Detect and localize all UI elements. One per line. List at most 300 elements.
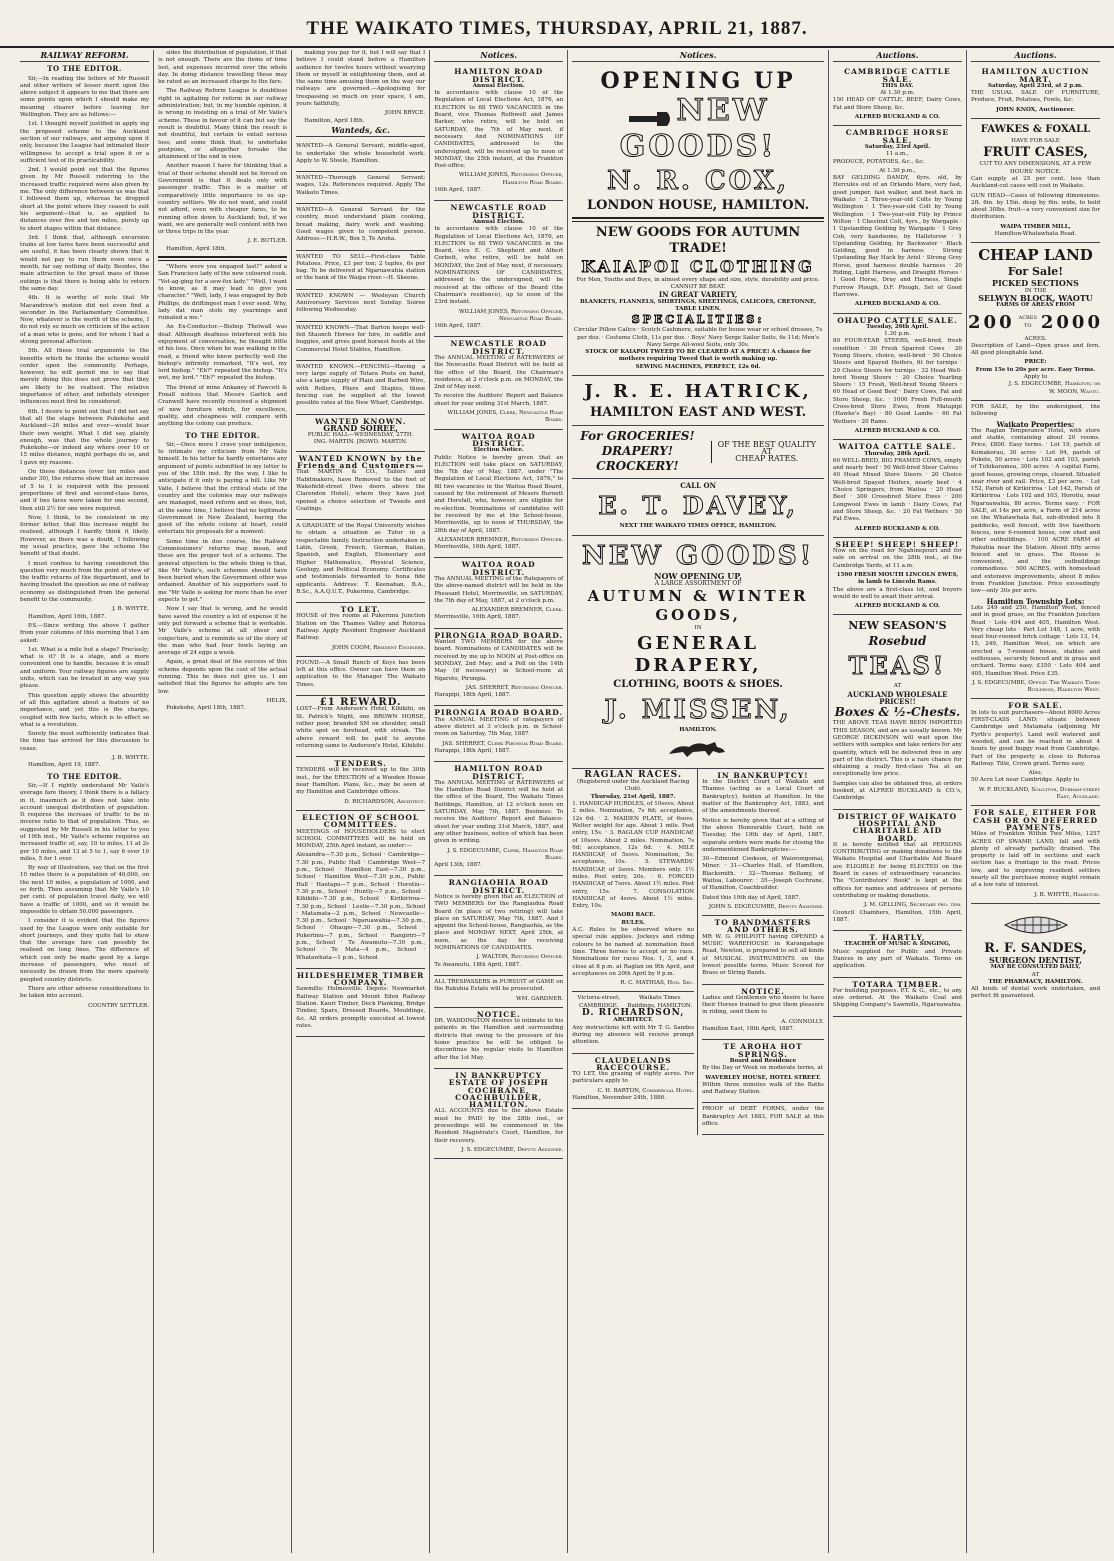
signature: A. CONNOLLY. xyxy=(781,1018,824,1025)
hatrick-ad xyxy=(572,376,824,426)
columns xyxy=(16,50,1104,1553)
notice-title: HAMILTON ROAD DISTRICT. xyxy=(454,764,544,781)
anecdote: "Where were you engaged last?" asked a San Francisco lady of the new coloured cook. "Vot-ag-ging for a sew-fox lady." "Well, I want to know, as it may lead to give you character." "Well, lady, I was engaged by Bob Phillips, de driftingest man I ever seed. Why, lady dat man stole my yearnings and ruinated a me." xyxy=(158,264,288,322)
ad-text: SEWING MACHINES, PERFECT, 12s 6d. xyxy=(635,363,761,370)
auctioneer: ALFRED BUCKLAND & CO. xyxy=(854,427,940,434)
column-railway-reform xyxy=(16,50,154,1553)
ad-date: Thursday, 28th April. xyxy=(864,450,931,457)
notice-text: ALL TRESPASSERS in PURSUIT of GAME on the Rukuhia Estate will be prosecuted. xyxy=(434,978,564,993)
dateline: Hamilton, April 18th. xyxy=(304,117,365,124)
ad-text: GUN HEAD—Cases of following dimensions: 2ft. 6in. by 15in. deep by 6in. wide, to hold about 30lbs. fruit—a very convenient size for distribution. xyxy=(970,192,1101,221)
grocery-ad xyxy=(572,426,824,479)
ad-merchant: J. R. E. HATRICK, xyxy=(584,381,812,403)
ad-text: FARMS OF AREAS FROM xyxy=(996,302,1075,309)
anecdote: The friend of mine Ankaney of Fawcett & Foxall notices that Messrs Garlick and Cranwell have recently received a shipment of new furniture which, for excellence, quality, and cheapness will compare with anything the colony can produce. xyxy=(158,384,288,428)
section-heading: Wanteds, &c. xyxy=(296,127,425,137)
ad-text: THE USUAL SALE OF FURNITURE, Produce, Fruit, Potatoes, Fowls, &c. xyxy=(970,90,1101,104)
fruit-cases-ad xyxy=(971,119,1100,243)
ad-text: CUT TO ANY DIMENSIONS, AT A FEW HOURS' NOTICE. xyxy=(979,161,1092,175)
ad-title: SHEEP! SHEEP! SHEEP! xyxy=(835,539,960,549)
ad-text: IN xyxy=(694,625,702,632)
letter-paragraph: 2nd. I would point out that the figures given by Mr Russell referring to the increased traffic required were also given by me. The only difference between us was that I followed them up, whereas he dropped short at the point where they ceased to suit his argument—that is, as applied to distances over five and ten miles, purely up to short stages within that distance. xyxy=(20,167,150,232)
ad-text: FOUND.—A Small Bunch of Keys has been left at this office. Owner can have them on application to the Manager The Waikato Times. xyxy=(296,659,426,688)
signature: C. H. BARTON, Commercial Hotel. xyxy=(597,1087,695,1094)
ad-text: IN THE xyxy=(1024,287,1047,294)
racecourse-ad xyxy=(572,1054,694,1110)
ad-list: 1. HANDICAP HURDLES, of 10sovs. About 2 miles. Nomination, 7s 6d; acceptance, 12s 6d. · 2. MAIDEN PLATE, of 6sovs. Welter weight for age. About 1 mile. Post entry, 15s. · 3. RAGLAN CUP HANDICAP, of 10sovs. About 2 miles. Nomination, 7s 6d; acceptance, 12s 6d. · 4. MILE HANDICAP, of 5sovs. Nomination, 5s; acceptance, 10s. · 5. STEWARDS' HANDICAP, of 3sovs. Members only. 1½ miles. Post entry, 20s. · 6. FORCED HANDICAP, of 7sovs. About 1½ miles. Post entry, 15s. · 7. CONSOLATION HANDICAP, of 4sovs. About 1½ miles. Entry, 10s. xyxy=(572,801,695,910)
sheep-ad xyxy=(833,538,962,616)
ad-title: HAMILTON AUCTION MART. xyxy=(981,67,1090,84)
auctioneer: JOHN KNOX, Auctioneer. xyxy=(996,106,1075,113)
ad-subtitle: GRAND SOIREE, xyxy=(323,422,399,433)
ad-headline: For Sale! xyxy=(1007,265,1064,279)
ad-text: WANTED TO SELL—First-class Table Potatoes. Price, £3 per ton; 2 tuples, 6s per bag. To be delivered at Ngaruawahia station or the bank of the Waipa river.—H. Skeene. xyxy=(296,253,426,282)
acreage-to: ACRES TO xyxy=(1018,315,1037,329)
music-teacher-ad xyxy=(833,931,962,977)
dateline: Morrinsville, 16th April, 1887. xyxy=(434,614,521,621)
cheap-land-ad xyxy=(968,243,1103,401)
ad-text: A GRADUATE of the Royal University wishes to obtain a situation as Tutor in a respectable family. Instruction undertaken in Latin, Greek, French, German, Italian, Spanish, and English, Elementary and Higher Mathematics, Physical Science, Geology, and Political Economy. Certificates and testimonials forwarded to bona fide applicants. Address: T. Keenahan, B.A., B.Sc., A.A.Q.U.T., Pukerimu, Cambridge. xyxy=(296,523,426,595)
ad-location: THE PHARMACY, HAMILTON. xyxy=(988,978,1083,985)
architect-ad xyxy=(572,992,694,1053)
classified-ad xyxy=(296,322,425,361)
ad-location: NEXT THE WAIKATO TIMES OFFICE, HAMILTON. xyxy=(619,523,777,530)
dateline: Council Chambers, Hamilton, 15th April, 1887. xyxy=(832,909,962,923)
ad-merchant: J. MISSEN, xyxy=(604,694,792,725)
letter-paragraph: sides the distribution of population, if that is not enough. There are the items of time lost, and expenses incurred over the whole day. In doing distance travelling these may be rated as an increased charge to the fare. xyxy=(158,50,288,86)
ad-subhead: Board and Residence xyxy=(729,1057,797,1064)
section-heading: Notices. xyxy=(434,52,563,62)
letter-paragraph: 3rd. I think that, although excursion trains at low fares have been successful and are useful, it has been clearly shown that it would not pay to run them even once a month, far say nothing of daily. Besides, the main attraction to the great mass of these outings is that there is being able to return the same day. xyxy=(20,234,150,292)
notice xyxy=(434,337,563,429)
auction-mart-ad xyxy=(971,65,1100,119)
section-heading: RAILWAY REFORM. xyxy=(20,52,149,62)
notice-title: NEWCASTLE ROAD DISTRICT. xyxy=(450,203,547,220)
ad-brand: Rosebud xyxy=(868,634,927,649)
dentist-ad xyxy=(971,904,1100,1007)
signature: ALEXANDER BREMNER, Returning Officer. xyxy=(437,536,564,543)
notice xyxy=(434,629,563,707)
letter-paragraph: The Railway Reform League is doubtless right in agitating for reform in our railway administration; but, in my humble opinion, it is wrong in insisting on a trial of Mr Vaile's scheme. These in favour of it can but say the result is doubtful. Many think the result is not doubtful, but certain to entail serious loss; and some think that, to undertake postpone, or altogether forsake the attainment of the end in view. xyxy=(158,88,288,161)
column-display-ads xyxy=(568,50,829,1553)
ad-text: CHEAP RATES. xyxy=(735,454,799,464)
ad-date: Saturday, 23rd April. xyxy=(864,143,931,150)
signature: JOHN COOM, Resident Engineer. xyxy=(332,644,426,651)
divider xyxy=(572,217,824,222)
ad-title: RAGLAN RACES. xyxy=(584,769,682,780)
ad-headline-row xyxy=(572,94,824,164)
ad-date: THIS DAY. xyxy=(881,82,914,89)
notice xyxy=(434,65,563,201)
dateline: 16th April, 1887. xyxy=(434,323,483,330)
column-wanteds xyxy=(292,50,430,1553)
ad-text: Sawmills: Holmesville. Depots: Newmarket Railway Station and Mount Eden Railway Station. Kauri Timber, Deck Planking, Bridge Timber, Spars, Dressed Boards, Mouldings, &c. All orders promptly executed at lowest rates. xyxy=(296,986,426,1029)
ad-headline: GENERAL DRAPERY, xyxy=(634,632,762,676)
classified-ad xyxy=(296,140,425,172)
notice xyxy=(434,1069,563,1159)
ad-text: FOR SALE, by the undersigned, the following xyxy=(970,403,1101,418)
section-heading: Auctions. xyxy=(971,52,1100,62)
signature: J. S. EDGECUMBE, Clerk, Hamilton Road Board. xyxy=(447,847,564,861)
ad-text: WANTED—A General Servant, middle-aged, to undertake the whole household work. Apply to W. Steele, Hamilton. xyxy=(296,143,426,164)
missen-ad xyxy=(572,536,824,769)
notice-title: NEWCASTLE ROAD DISTRICT. xyxy=(450,339,547,356)
notice-title: PIRONGIA ROAD BOARD. xyxy=(434,708,564,718)
ad-subhead: MAORI RACE. xyxy=(611,912,656,919)
ad-text: ING. MARTIN. [ROWD. MARTIN. xyxy=(313,439,408,446)
ad-list: BAY GELDING DANDY, 6yrs. old, by Hercules out of an Orlando Mare, very fast, good jumper, fast walker, and best hack in Waikato · 2 Three-year-old Colts by Young Wellington · 1 Two-year-old Colt by Young Wellington · 1 Two-year-old Filly by Prince Wilton · 1 Chestnut Colt, 4yrs., by Wargaple · 1 Upstanding Gelding by Wargaple · 1 Grey Cob, very handsome, by Halletsrow · 1 Upstanding Gelding, by Backwater · Black Gelding, good in harness · Strong Upstanding Bay Hack by Ariel · Strong Grey Horse, good harness double harness · 20 Riding, Light Harness, and Draught Horses · 1 Good Horse, Dray and Harness, Single Furrow Plough, D.F. Plough, Set of Good Harrows. xyxy=(832,175,962,298)
dateline: Dated this 19th day of April, 1887. xyxy=(702,894,801,901)
dateline: Te Awamutu, 18th April, 1887. xyxy=(434,961,521,968)
ad-list: 60 WELL-BRED, BIG FRAMED COWS, empty and nearly beef · 50 Well-bred Steer Calves · 40 Head Mixed Store Steers · 20 Choice Well-bred Spayed Heifers, nearly beef · 4 Choice Springers, from Waitoa · 20 Head Beef · 300 Crossbred Store Ewes · 200 Longwool Ewes in lamb · Dairy Cows, Fat and Store Sheep, &c. · 20 Fat Wethers · 50 Fat Ewes. xyxy=(832,457,962,523)
postscript: P.S.—Since writing the above I gather from your columns of this morning that I am asked: xyxy=(20,622,150,644)
ad-subhead: SURGEON DENTIST, xyxy=(988,954,1083,965)
davey-ad xyxy=(572,479,824,536)
notice xyxy=(434,976,563,1008)
notice-title: WAITOA ROAD DISTRICT. xyxy=(461,560,536,577)
ad-text: The above are a first-class lot, and buyers would do well to await their arrival. xyxy=(832,586,962,600)
hot-springs-ad xyxy=(702,1040,824,1103)
ad-text: Circular Pillow Calico · Scotch Cashmere, suitable for house wear or school dresses, 7s per doz. · Costume Cloth, 11s per doz. · Boys' Navy Serge Sailor Suits, 6s 11d; Men's Navy Serge All-wool Suits, only 30s. xyxy=(573,327,823,348)
dateline: Harapipi, 18th April, 1887. xyxy=(434,747,511,754)
letter-paragraph: 4th. It is worthy of note that Mr Macandrew's motion did not even find a seconder in the Parliamentary Committee. Now, whatever is the worth of the scheme, I do not rely so much on criticism of the action of a man who is gone, and for whom I had a strong personal affection. xyxy=(20,295,150,345)
ad-text: TENDERS will be received up to the 30th inst., for the ERECTION of a Wooden House near Hamilton. Plans, &c., may be seen at my Hamilton and Cambridge offices. xyxy=(296,767,426,796)
ad-text: A LARGE ASSORTMENT OF xyxy=(654,579,742,587)
deferred-payment-ad xyxy=(971,806,1100,904)
ad-headline: OPENING UP xyxy=(600,68,796,95)
ad-text: Any instructions left with Mr T. G. Sandes during my absence will receive prompt attention. xyxy=(572,1024,695,1046)
ad-text: In lots to suit purchasers—About 8000 Acres FIRST-CLASS LAND; situate between Cambridge and Matamata (adjoining Mr Fyrth's property). Land well watered and wooded, and can be reached in about 4 hours by good buggy road from Cambridge. Part of the property is close to Rotorua Railway. Title, Crown grant. Terms easy. xyxy=(970,709,1101,767)
signature: WM. GARDNER. xyxy=(516,995,564,1002)
ad-text: It is hereby notified that all PERSONS CONTRIBUTING or making donations to the Waikato Hospital and Charitable Aid Board are ELIGIBLE for being ELECTED on the Board in cases of extraordinary vacancies. The "Contributors' Book" is kept at the offices for names and addresses of persons contributing or making donations. xyxy=(832,841,962,899)
reward-ad xyxy=(296,696,425,757)
ad-subhead: SPECIALITIES: xyxy=(631,313,765,327)
ad-text: AT xyxy=(893,683,902,690)
auctioneer: ALFRED BUCKLAND & CO. xyxy=(854,114,940,121)
signature: J. B. WHYTE. xyxy=(112,606,150,613)
signature: COUNTRY SETTLER. xyxy=(88,1002,150,1009)
dateline: Hamilton, April 16th, 1887. xyxy=(28,613,107,620)
notice-text: DR. WADDINGTON desires to intimate to his patients in the Hamilton and surrounding districts that owing to the pressure of his home practice he will be obliged to discontinue his regular visits to Hamilton after the 1st May. xyxy=(434,1018,564,1061)
notice-text: Wanted TWO MEMBERS for the above board. Nominations of CANDIDATES will be received by me up to NOON at Post-office on MONDAY, 2nd May; and a Poll on the 14th May (if necessary) in School-room at Ngaroto, Pirongia. xyxy=(434,639,564,682)
signature: J. S. EDGECUMBE, Hamilton; or xyxy=(1008,381,1101,388)
horse-icon xyxy=(663,738,733,760)
ad-text: Can supply at 25 per cent. less than Auckland-cut cases will cost in Waikato. xyxy=(970,175,1101,190)
notice-text: In accordance with clause 10 of the Regulation of Local Elections Act, 1876, an ELECTION to fill TWO VACANCIES in the Board, vice Thomas Rothwell and James Barker, who retire, will be held on SATURDAY, the 7th of May next, if necessary. And NOMINATIONS OF CANDIDATES, addressed to the undersigned, will be received up to noon of MONDAY, the 25th instant, at the Frankton Post-office. xyxy=(434,90,564,170)
subheading: TO THE EDITOR. xyxy=(185,430,260,440)
ad-text: In the District Court of Waikato and Thames (acting as a Local Court of Bankruptcy), holden at Hamilton. In the matter of the Bankruptcy Act, 1883, and of the amendments thereof. xyxy=(702,779,824,815)
ad-title: CAMBRIDGE HORSE SALE. xyxy=(845,128,950,145)
ad-list: The Raglan Temperance Hotel, with store and stable, containing about 20 rooms. Price, £800. Easy terms. · Lot 19, parish of Komakorau, 30 acres · Lot 94, parish of Pukete, 50 acres · Lots 102 and 103, parish of Tuhikaramea, 300 acres · A capital Farm, good house, growing crops, cleared. Situated near river and rail. Price, £3 per acre. · Lot 152, Parish of Kirikiriroa · Lot 142, Parish of Kirikiriroa · Lots 102 and 103, Horotiu, near Ngaruawahia, 80 acres. Terms easy. · FOR SALE, at 14s per acre, a Farm of 214 acres on the Whatawhata flat, sub-divided into 8 paddocks, well fenced, with live hawthorn fences, new 6-roomed house, cow shed and other outbuildings. · 100 ACRE FARM at Rukuhia near the Station. About fifty acres fenced and in grass. The House is convenient, and the outbuildings commodious. · 500 ACRES, with homestead and extensive improvements, about 8 miles from Frankton Junction. Price exceedingly low—only 30s per acre. xyxy=(970,427,1101,595)
notice xyxy=(434,762,563,876)
ad-title: OHAUPO CATTLE SALE. xyxy=(837,315,958,325)
notice-text: In accordance with clause 10 of the Regulation of Local Elections Act, 1876, an ELECTION to fill TWO VACANCIES in the Board, vice E. C. Shepherd and Albert Corbett, who retire, will be held on MONDAY, the 2nd of May next, if necessary. NOMINATIONS OF CANDIDATES, addressed to the undersigned, will be received at the offices of the Board (the Chairman's residence), up to noon of the 23rd instant. xyxy=(434,226,564,306)
ad-text: WANTED KNOWN—That Barton keeps well-fed Staunch Horses for hire, in saddle and buggies, and gives good horsest feeds at the Commercial Hotel Stables, Hamilton. xyxy=(296,324,426,353)
ad-title: CAMBRIDGE CATTLE SALE. xyxy=(844,67,951,84)
ad-subhead: PICKED SECTIONS xyxy=(992,278,1079,289)
ad-headline: TEAS! xyxy=(848,651,947,681)
ad-text: By the Day or Week on moderate terms, at xyxy=(702,1065,823,1072)
hospital-board-ad xyxy=(833,810,962,931)
ad-subhead: SELWYN BLOCK, WAOTU xyxy=(978,292,1093,303)
ad-title: WANTED KNOWN. xyxy=(314,416,407,426)
dateline: Hamilton, April 18th. xyxy=(166,245,227,252)
signature: JOHN BRYCE. xyxy=(384,110,426,117)
ad-text: AT xyxy=(761,446,773,456)
letter-paragraph: 1st. What is a mile but a stage? Precisely; what is it? It is a stage, and a more convenient one to handle, because it is small and uniform. Your railway figures are supply units, which can be treated in any way you please. xyxy=(20,646,150,690)
subheading: TO THE EDITOR. xyxy=(47,64,122,74)
display-ads-lower-left xyxy=(572,769,698,1135)
ad-item: CROCKERY! xyxy=(596,459,679,474)
ad-item: DRAPERY! xyxy=(601,444,674,459)
ad-text: 150 HEAD OF CATTLE, BEEF, Dairy Cows, Fat and Store Sheep, &c. xyxy=(832,97,962,111)
ad-text: (Registered under the Auckland Racing Club). xyxy=(576,779,690,793)
letter-paragraph: I consider it is evident that the figures used by the League were only suitable for short journeys, and they quite fail to show that the average fare can possibly be realised on long lines. The difference of which can only be made good by a large increase of passengers, who must of necessity be drawn from the more sparsely peopled country districts. xyxy=(20,918,150,983)
ad-text: Ladies and Gentlemen who desire to have their Horses trained to give them pleasure in riding, send them to xyxy=(702,994,824,1016)
dentures-icon xyxy=(1001,911,1071,937)
notice-title: RANGIAOHIA ROAD DISTRICT. xyxy=(448,878,549,895)
letter-paragraph: There are other adverse considerations to be taken into account. xyxy=(20,985,150,1000)
ad-title: IN BANKRUPTCY! xyxy=(717,770,809,780)
ad-text: HAVE FOR SALE xyxy=(1011,138,1060,145)
ad-quality xyxy=(711,441,816,463)
notice-subtitle: Annual Election. xyxy=(472,82,525,89)
ad-time: 1.30 p.m. xyxy=(884,331,911,338)
dateline: April 13th, 1887. xyxy=(434,862,483,869)
signature: R. C. MATHIAS, Hon. Sec. xyxy=(620,980,695,987)
signature: J. B. WHYTE, Hamilton. xyxy=(1034,891,1101,898)
dateline: Morrinsville, 16th April, 1887. xyxy=(434,544,521,551)
ad-text: PRODUCE, POTATOES, &c., &c. xyxy=(832,158,926,165)
column-land-sales xyxy=(967,50,1104,1553)
ad-text: PROOF of DEBT FORMS, under the Bankruptcy Act 1883, FOR SALE at this office. xyxy=(702,1106,824,1128)
ad-text: BLANKETS, FLANNELS, SHIRTINGS, SHEETINGS, CALICOES, CRETONNE, TABLE LINEN. xyxy=(579,298,817,312)
ad-text: All kinds of dental work undertaken, and perfect fit guaranteed. xyxy=(970,986,1101,1000)
notice-title: IN BANKRUPTCY ESTATE OF JOSEPH COCHRANE, COACHBUILDER, HAMILTON. xyxy=(448,1070,549,1110)
pointing-hand-icon xyxy=(627,108,675,130)
classified-ad xyxy=(296,204,425,250)
ad-text: Miles of Frankton Within Two Miles, 1257 ACRES OF SWAMP, LAND, fall and with plenty of already partially drained. The property is laid off in sections and each section has a frontage to the road. Prices low, and to improving resident settlers nearly all the purchase money might remain at a low rate of interest. xyxy=(970,831,1101,889)
ad-brand: KAIAPOI CLOTHING xyxy=(581,256,815,276)
ad-headline: NEW GOODS! xyxy=(582,540,815,571)
signature: JAS. SHERRET, Clerk Pirongia Road Board. xyxy=(442,740,564,747)
ad-location: HAMILTON. xyxy=(679,726,717,733)
horse-training-ad xyxy=(702,985,824,1041)
ad-text: WANTED—A General Servant for the country, must understand plain cooking, bread making, dairy work and washing. Good wages given to competent person. Address:—H.R.W., Box 5, Te Aroha. xyxy=(296,207,426,243)
signature: J. M. GELLING, Secretary pro. tem. xyxy=(864,902,962,909)
office-address: Victoria-street, CAMBRIDGE. xyxy=(577,995,621,1009)
notice-subtitle: Annual Election. xyxy=(472,218,525,225)
masthead xyxy=(0,0,1114,48)
music-warehouse-ad xyxy=(702,916,824,984)
ad-title: £1 REWARD. xyxy=(319,697,402,709)
notice-text: Notice is hereby given that an ELECTION of TWO MEMBERS for the Rangiaohia Road Board (in place of two retiring) will take place on SATURDAY, May 7th, 1887. And I appoint the School-house, Rangiaohia, as the place and MONDAY NEXT, April 25th, at noon, as the day for receiving NOMINATIONS OF CANDIDATES. xyxy=(434,893,564,952)
ad-item: For GROCERIES! xyxy=(580,429,695,444)
ad-headline: Boxes & ½-Chests. xyxy=(834,705,961,720)
ad-text: LOST—From Anderson's Hotel, Kihikihi, on St. Patrick's Night, one BROWN HORSE, rather poor, branded SM on shoulder, small white spot on forehead, with streak. The above reward will be paid to anyone returning same to Anderson's Hotel, Kihikihi. xyxy=(296,706,426,749)
letter-paragraph: Now, I think, to be consistent in my former letter, that this increase might be realised, although I hardly think it likely. However, as there was a doubt, I following my usual practice, gave the scheme the benefit of that doubt. xyxy=(20,514,150,558)
ad-text: CALL ON xyxy=(680,481,716,491)
signature: ALEXANDER BREMNER, Clerk. xyxy=(471,607,564,614)
ad-text: WANTED KNOWN.—FENCING—Having a very large supply of Totara Posts on hand, also a large supply of Plain and Barbed Wire, with Rollers, Pliers and Staples, those fencing can be supplied at the lowest possible rates at the New Wharf, Cambridge. xyxy=(296,363,426,407)
ad-list: Alexandra—7.30 p.m., School · Cambridge—7.30 p.m., Public Hall · Cambridge West—7 p.m., School · Hamilton East—7.30 p.m., School · Hamilton West—7.30 p.m., Public Hall · Hautapu—7 p.m., School · Horotiu—7.30 p.m., School · Huntly—7 p.m., School · Kihikihi—7.30 p.m., School · Kirikiriroa—7.30 p.m., School · Leslie—7.30 p.m., School · Matamata—2 p.m., School · Newcastle—7.30 p.m., School · Ngaruawahia—7.30 p.m., School · Ohaupo—7.30 p.m., School · Pukerimu—7 p.m., School · Rangiriri—7 p.m., School · Te Awamutu—7.30 p.m., School · Te Mata—4 p.m., School · Whatawhata—1 p.m., School xyxy=(296,852,426,961)
dateline: Pukekohe, April 18th, 1887. xyxy=(166,705,246,712)
display-ads-lower xyxy=(572,769,824,1135)
ad-merchant: R. F. SANDES, xyxy=(984,940,1087,956)
notice-text: The ANNUAL MEETING of ratepayers of above district at 3 o'clock p.m. in School-room on Saturday, 7th May, 1887. xyxy=(434,716,564,738)
signature: J. S. EDGECUMBE, Office: The Waikato Times Buildings, Hamilton West. xyxy=(972,679,1101,694)
classified-ad xyxy=(296,361,425,415)
totara-timber-ad xyxy=(833,978,962,1017)
notice-text: The ANNUAL MEETING of the Ratepayers of the above-named district will be held in the Pheasant Hotel, Morrinsville, on SATURDAY, the 7th day of May, 1887, at 2 o'clock p.m. xyxy=(434,576,564,604)
letter-paragraph: making you pay for it, but I will say that I believe I could stand before a Hamilton audience for twelve hours without wearying them or myself in enlightening them, and at the same time amusing them on the way our railways are governed.—Apologising for trespassing so much on your space, I am, yours faithfully, xyxy=(296,50,426,108)
ad-list xyxy=(580,429,694,474)
ad-text: MR W. G. PHILPOTT having OPENED a MUSIC WAREHOUSE in Karangahape Road, Newton, is prepared to sell all kinds of MUSICAL INSTRUMENTS on the lowest possible terms. Music Scored for Brass or String Bands. xyxy=(702,933,824,977)
ad-time: 11 a.m., xyxy=(886,151,909,158)
ad-text: Within three minutes walk of the Baths and Railway Station. xyxy=(702,1081,824,1096)
ad-time: At 1.30 p.m., xyxy=(879,167,916,174)
subheading: TO THE EDITOR. xyxy=(47,771,122,781)
ad-text: ACRES. xyxy=(1024,335,1047,342)
debt-forms-ad xyxy=(702,1103,824,1135)
dateline: Hamilton East, 18th April, 1887. xyxy=(702,1026,795,1033)
classified-ad xyxy=(296,251,425,290)
notice xyxy=(434,430,563,559)
ad-title: WANTED KNOWN by the Friends and Customers— xyxy=(297,453,425,471)
signature: WILLIAM JONES, Returning Officer, Newcastle Road Board. xyxy=(458,308,564,322)
ad-text: MAY BE CONSULTED DAILY, xyxy=(990,964,1081,971)
letter-paragraph: 1st. I thought myself justified in apply ing the proposed scheme to the Auckland section of our railways, and arguing upon it only, because the League had intimated their willingness to accept a trial upon it or a sufficient test of its practicability. xyxy=(20,121,150,164)
tutor-ad xyxy=(296,520,425,603)
ad-date: Thursday, 21st April, 1887. xyxy=(590,793,676,800)
ad-title: DISTRICT OF WAIKATO HOSPITAL AND CHARITABLE AID BOARD. xyxy=(837,811,958,843)
acreage-min: 200 xyxy=(968,311,1015,333)
notice xyxy=(434,706,563,762)
ad-text: AUCKLAND WHOLESALE PRICES!! xyxy=(847,689,948,707)
ad-text: AT xyxy=(1031,971,1040,978)
ad-title: TENDERS. xyxy=(334,759,387,769)
found-ad xyxy=(296,657,425,696)
new-goods-headline: NEW GOODS! xyxy=(619,93,777,164)
ad-text: NOW OPENING UP, xyxy=(654,570,743,581)
column-notices xyxy=(430,50,568,1553)
ad-location: HAMILTON EAST AND WEST. xyxy=(590,405,807,421)
notice-text: The ANNUAL MEETING of RATEPAYERS of the Newcastle Road District will be held at the office of the Board, the Chairman's residence, at 2 o'clock p.m. on MONDAY, the 2nd of May next. xyxy=(434,354,564,391)
signature: HELIX. xyxy=(266,697,288,704)
auctioneer: ALFRED BUCKLAND & CO. xyxy=(854,603,940,610)
ad-text: MEETINGS of HOUSEHOLDERS to elect SCHOOL COMMITTEES will be held on MONDAY, 25th April instant, as under:— xyxy=(296,828,426,850)
column-letters xyxy=(154,50,292,1553)
section-heading: Auctions. xyxy=(833,52,962,62)
tailor-ad xyxy=(296,452,425,520)
raglan-races-ad xyxy=(572,769,694,993)
notice-title: PIRONGIA ROAD BOARD. xyxy=(434,630,564,640)
auctioneer: ALFRED BUCKLAND & CO. xyxy=(854,525,940,532)
ad-text: For building purposes. P.T. & G., etc., to any size ordered. At the Waikato Coal and Shipping Company's Sawmills, Ngaruawahia. xyxy=(832,987,962,1009)
ad-title: WAITOA CATTLE SALE. xyxy=(838,442,957,452)
ad-title: CLAUDELANDS RACECOURSE. xyxy=(594,1055,672,1072)
signature: WILLIAM JONES, Clerk, Newcastle Road Board. xyxy=(447,410,564,424)
letter-paragraph: Now I say that is wrong, and he would have saved the country a lot of expense if he only put forward a scheme that is workable. Mr Vaile's scheme at all sheer and conjecture, and is reminds us of the story of the man who had four fowls laying an average of 24 eggs a week. xyxy=(158,606,288,657)
cox-ad xyxy=(572,65,824,376)
acreage-max: 2000 xyxy=(1040,311,1103,333)
notice-text: The ANNUAL MEETING of RATEPAYERS of the Hamilton Road District will be held at the office of the Board, The Waikato Times Buildings, Hamilton, at 12 o'clock noon on SATURDAY, May 7th, 1887. Business: To receive the Auditors' Report and Balance-sheet for year ending 31st March, 1887, and any other business, notice of which has been given in writing. xyxy=(434,779,564,845)
ad-date: Tuesday, 26th April. xyxy=(866,323,929,330)
ad-text: Samples can also be obtained free, at orders booked, at ALFRED BUCKLAND & CO.'s, Cambridge. xyxy=(832,780,962,802)
ad-text: THE ABOVE TEAS HAVE BEEN IMPORTED THIS SEASON, and are as usually known. Mr GEORGE DICKINSON will wait upon the settlers with samples and take orders for any quantity, which will be delivered free in any part of the district. This is a rare chance for obtaining a really first-class Tea at an exceptionally low price. xyxy=(832,720,962,778)
ad-text: TO LET, the grazing of eighty acres. For particulars apply to xyxy=(572,1071,695,1085)
notice xyxy=(434,876,563,976)
letter-paragraph: By way of illustration, say that on the first 10 miles there is a population of 40,000, on the next 10 miles, a population of 1000, and so forth. Then assuming that Mr Vaile's 10 per cent. of population travel daily, we will have a traffic of 1000, and so it would be impossible to obtain 50,000 passengers. xyxy=(20,865,150,915)
letter-paragraph: 6th. I desire to point out that I did not say that all the stage between Pukekohe and Auckland—20 miles and over—would bear their own weight. What I did say, plainly enough, was that the whole journey to Pukekohe—or indeed any where over 10 or 15 miles distance, might perhaps do so, and I gave my reasons. xyxy=(20,408,150,466)
ad-text: 50 Acre Lot near Cambridge. Apply to xyxy=(970,777,1080,784)
ad-text: CLOTHING, BOOTS & SHOES. xyxy=(613,678,783,690)
notice-title: NOTICE. xyxy=(476,1009,521,1019)
letter-paragraph: Surely the most sufficiently indicates that the time has arrived for this discussion to cease. xyxy=(20,731,150,752)
auctioneer: ALFRED BUCKLAND & CO. xyxy=(854,301,940,308)
bankruptcy-ad xyxy=(702,769,824,916)
signature: W. F. BUCKLAND, Solicitor, Durham-street East, Auckland. xyxy=(978,786,1101,801)
dateline: Hamilton, November 24th, 1886. xyxy=(572,1095,667,1102)
letter-paragraph: Sir,—Once more I crave your indulgence, to intimate my criticism from Mr Vaile himself. In his letter he hardly entertains any argument of points submitted in my letter to you of the 15th inst. By the way, I like to anticipate if it only is paying a bill. Like Mr Vaile, I believe that the critical state of the country and the colonies may our railways are managed, need reform and so does, but, at the same time, I believe that no legitimate Government in New Zealand, having the good of the whole colony at heart, could entertain his proposals for a moment. xyxy=(158,441,288,536)
ad-title: TOTARA TIMBER. xyxy=(852,979,943,989)
ad-text: Also, xyxy=(1028,770,1043,777)
ad-title: HILDESHEIMER TIMBER COMPANY. xyxy=(296,970,425,988)
notice-text: Public Notice is hereby given that an ELECTION will take place on SATURDAY, the 7th day of May, 1887, under "The Regulation of Local Elections Act, 1876," to fill two vacancies in the Waitoa Road Board, caused by the retirement of Messrs Burnett and Horsfall, who, however, are eligible for re-election. Nominations of candidates will be received by me at the School-house, Morrinsville, up to noon of THURSDAY, the 28th day of April, 1887. xyxy=(434,454,564,534)
school-election-ad xyxy=(296,811,425,969)
ad-merchant: D. RICHARDSON, xyxy=(581,1008,685,1019)
column-auctions xyxy=(829,50,967,1553)
ad-list: 80 FOUR-YEAR STEERS, well-bred, fresh condition · 30 Fresh Sparred Cows · 20 Young Steers, choice, well-bred · 50 Choice Steers and Spayed Heifers, fit for turnips · 20 Choice Steers for turnips · 32 Head Well-bred Young Steers · 20 Choice Yearling Steers · 15 Fresh, Well-bred Young Steers · 60 Head of Good Beef · Dairy Cows, Fat and Store Sheep, &c. · 1000 Fresh Full-mouth Cross-bred Store Ewes, from Matapipi (Hawke's Bay) · 80 Good Lambs · 60 Fat Wethers · 20 Rams. xyxy=(832,338,962,425)
letter-paragraph: Sir,—In reading the letters of Mr Russell and other writers of lesser merit upon the above subject it appears to me that there are some points upon which I should make my meaning clearer before leaving for Wellington. They are as follows:— xyxy=(20,75,150,119)
letter-paragraph: This question apply shows the absurdity of all this agitation about a feature of no importance, and yet this is the charge, coupled with few facts, which is to effect so what is a revolution. xyxy=(20,692,150,728)
auction-ad xyxy=(833,126,962,313)
ad-text: 1500 FRESH MOUTH LINCOLN EWES, in lamb to Lincoln Rams. xyxy=(836,572,959,586)
ad-text: From 15s to 20s per acre. Easy Terms. xyxy=(975,366,1096,373)
ad-text: PUBLIC HALL—WEDNESDAY, 27TH. xyxy=(307,432,414,439)
ad-title: Hamilton Township Lots: xyxy=(986,596,1085,606)
ad-text: HOUSE of five rooms at Pukerimu Junction Station on the Thames Valley and Rotorua Railway. Apply Resident Engineer Auckland Railway. xyxy=(296,613,426,642)
letter-paragraph: I must confess to having considered the question very much from the point of view of the traffic returns of the department, and to having treated the question as one of railway economy as distinguished from the general benefit to the community. xyxy=(20,560,150,604)
dateline: 16th April, 1887. xyxy=(434,187,483,194)
classified-ad xyxy=(296,290,425,322)
notice-title: HAMILTON ROAD DISTRICT. xyxy=(454,67,544,84)
ad-headline: FRUIT CASES, xyxy=(983,145,1088,161)
ad-text: Apply to xyxy=(1023,374,1048,381)
letter-paragraph: On these distances (over ten miles and under 30), the returns show that an increase of 5 to 1 is required with the present proportions of first and second-class fares, and if two fares were taken for one second, then still 2½ for one were required. xyxy=(20,469,150,512)
signature: J. S. EDGECUMBE, Deputy Assignee. xyxy=(461,1146,564,1153)
tea-ad xyxy=(833,615,962,809)
ad-text: OF THE BEST QUALITY xyxy=(717,439,816,449)
signature: WILLIAM JONES, Returning Officer, Hamilton Road Board. xyxy=(458,172,564,186)
ad-merchant: FAWKES & FOXALL xyxy=(980,124,1091,136)
notice-title: WAITOA ROAD DISTRICT. xyxy=(461,431,536,448)
ad-subhead: IN GREAT VARIETY, xyxy=(658,290,738,300)
signature: J. B. WHYTE. xyxy=(112,755,150,762)
ad-title: FOR SALE, EITHER FOR CASH OR ON DEFERRED PAYMENTS, xyxy=(972,808,1099,832)
timber-ad xyxy=(296,969,425,1037)
ad-title: ELECTION OF SCHOOL COMMITTEES. xyxy=(302,812,420,830)
ad-subhead: ARCHITECT. xyxy=(613,1017,653,1024)
classified-ad xyxy=(296,172,425,204)
ad-text: WANTED KNOWN — Wesleyan Church Anniversary Services next Sunday. Soiree following Wednesday. xyxy=(296,292,426,314)
ad-merchant: WAVERLEY HOUSE, HOTEL STREET. xyxy=(705,1074,821,1081)
ad-title: TE AROHA HOT SPRINGS. xyxy=(723,1042,803,1059)
notice-text: ALL ACCOUNTS due to the above Estate must be PAID by the 28th inst., or proceedings will be commenced in the Resident Magistrate's Court, Hamilton, for their recovery. xyxy=(434,1108,564,1144)
ad-merchant: T. HARTLY, xyxy=(869,933,926,943)
notice-text: To receive the Auditors' Report and Balance sheet for year ending 31st March, 1887. xyxy=(434,393,564,407)
office-address: Waikato Times Buildings, HAMILTON. xyxy=(627,995,693,1009)
